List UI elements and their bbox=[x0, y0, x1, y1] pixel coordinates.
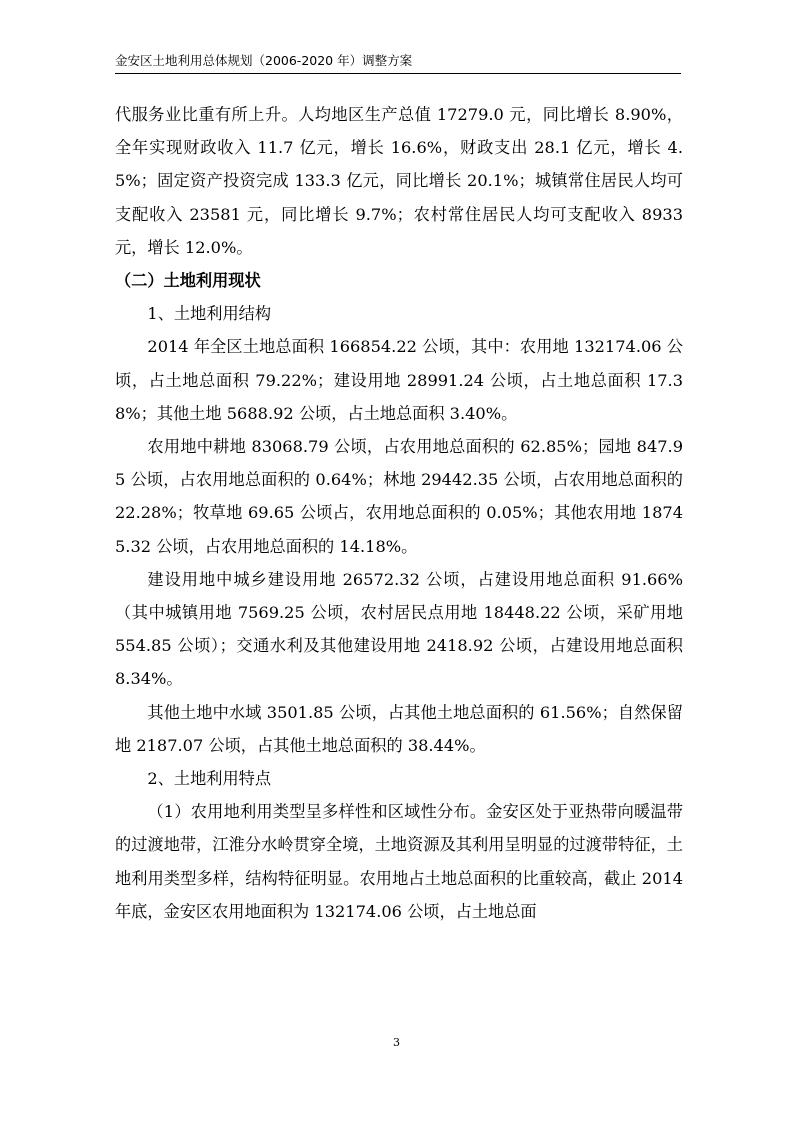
subheading-land-use-structure: 1、土地利用结构 bbox=[147, 304, 272, 324]
paragraph-economy: 代服务业比重有所上升。人均地区生产总值 17279.0 元，同比增长 8.90%，全年实现财政收入 11.7 亿元，增长 16.6%，财政支出 28.1 亿元，增长 4.5%；固定资产投资完成 133.3 亿元，同比增长 20.1%；城镇常住居民人均可支配收入 23581 元，同比增长 9.7%；农村常住居民人均可支配收入 8933 元，增长 12.0%。 bbox=[115, 105, 683, 257]
paragraph-other-land: 其他土地中水域 3501.85 公顷，占其他土地总面积的 61.56%；自然保留地 2187.07 公顷，占其他土地总面积的 38.44%。 bbox=[115, 702, 683, 755]
page-header: 金安区土地利用总体规划（2006-2020 年）调整方案 bbox=[115, 53, 413, 68]
paragraph-total-area: 2014 年全区土地总面积 166854.22 公顷，其中：农用地 132174.06 公顷，占土地总面积 79.22%；建设用地 28991.24 公顷，占土地总面积 17.38%；其他土地 5688.92 公顷，占土地总面积 3.40%。 bbox=[115, 337, 683, 423]
body-text bbox=[115, 98, 683, 928]
section-heading-land-use-status: （二）土地利用现状 bbox=[115, 271, 261, 291]
paragraph-construction-land: 建设用地中城乡建设用地 26572.32 公顷，占建设用地总面积 91.66%（其中城镇用地 7569.25 公顷，农村居民点用地 18448.22 公顷，采矿用地 554.85 公顷）；交通水利及其他建设用地 2418.92 公顷，占建设用地总面积 8.34%。 bbox=[115, 569, 683, 689]
paragraph-feature-1: （1）农用地利用类型呈多样性和区域性分布。金安区处于亚热带向暖温带的过渡地带，江淮分水岭贯穿全境，土地资源及其利用呈明显的过渡带特征，土地利用类型多样，结构特征明显。农用地占土地总面积的比重较高，截止 2014 年底，金安区农用地面积为 132174.06 公顷，占土地总面 bbox=[115, 802, 683, 921]
paragraph-agricultural-land: 农用地中耕地 83068.79 公顷，占农用地总面积的 62.85%；园地 847.95 公顷，占农用地总面积的 0.64%；林地 29442.35 公顷，占农用地总面积的 22.28%；牧草地 69.65 公顷占，农用地总面积的 0.05%；其他农用地 18745.32 公顷，占农用地总面积的 14.18%。 bbox=[115, 437, 683, 556]
page-number: 3 bbox=[393, 1036, 400, 1049]
header-rule bbox=[115, 73, 681, 74]
subheading-land-use-features: 2、土地利用特点 bbox=[147, 769, 272, 789]
